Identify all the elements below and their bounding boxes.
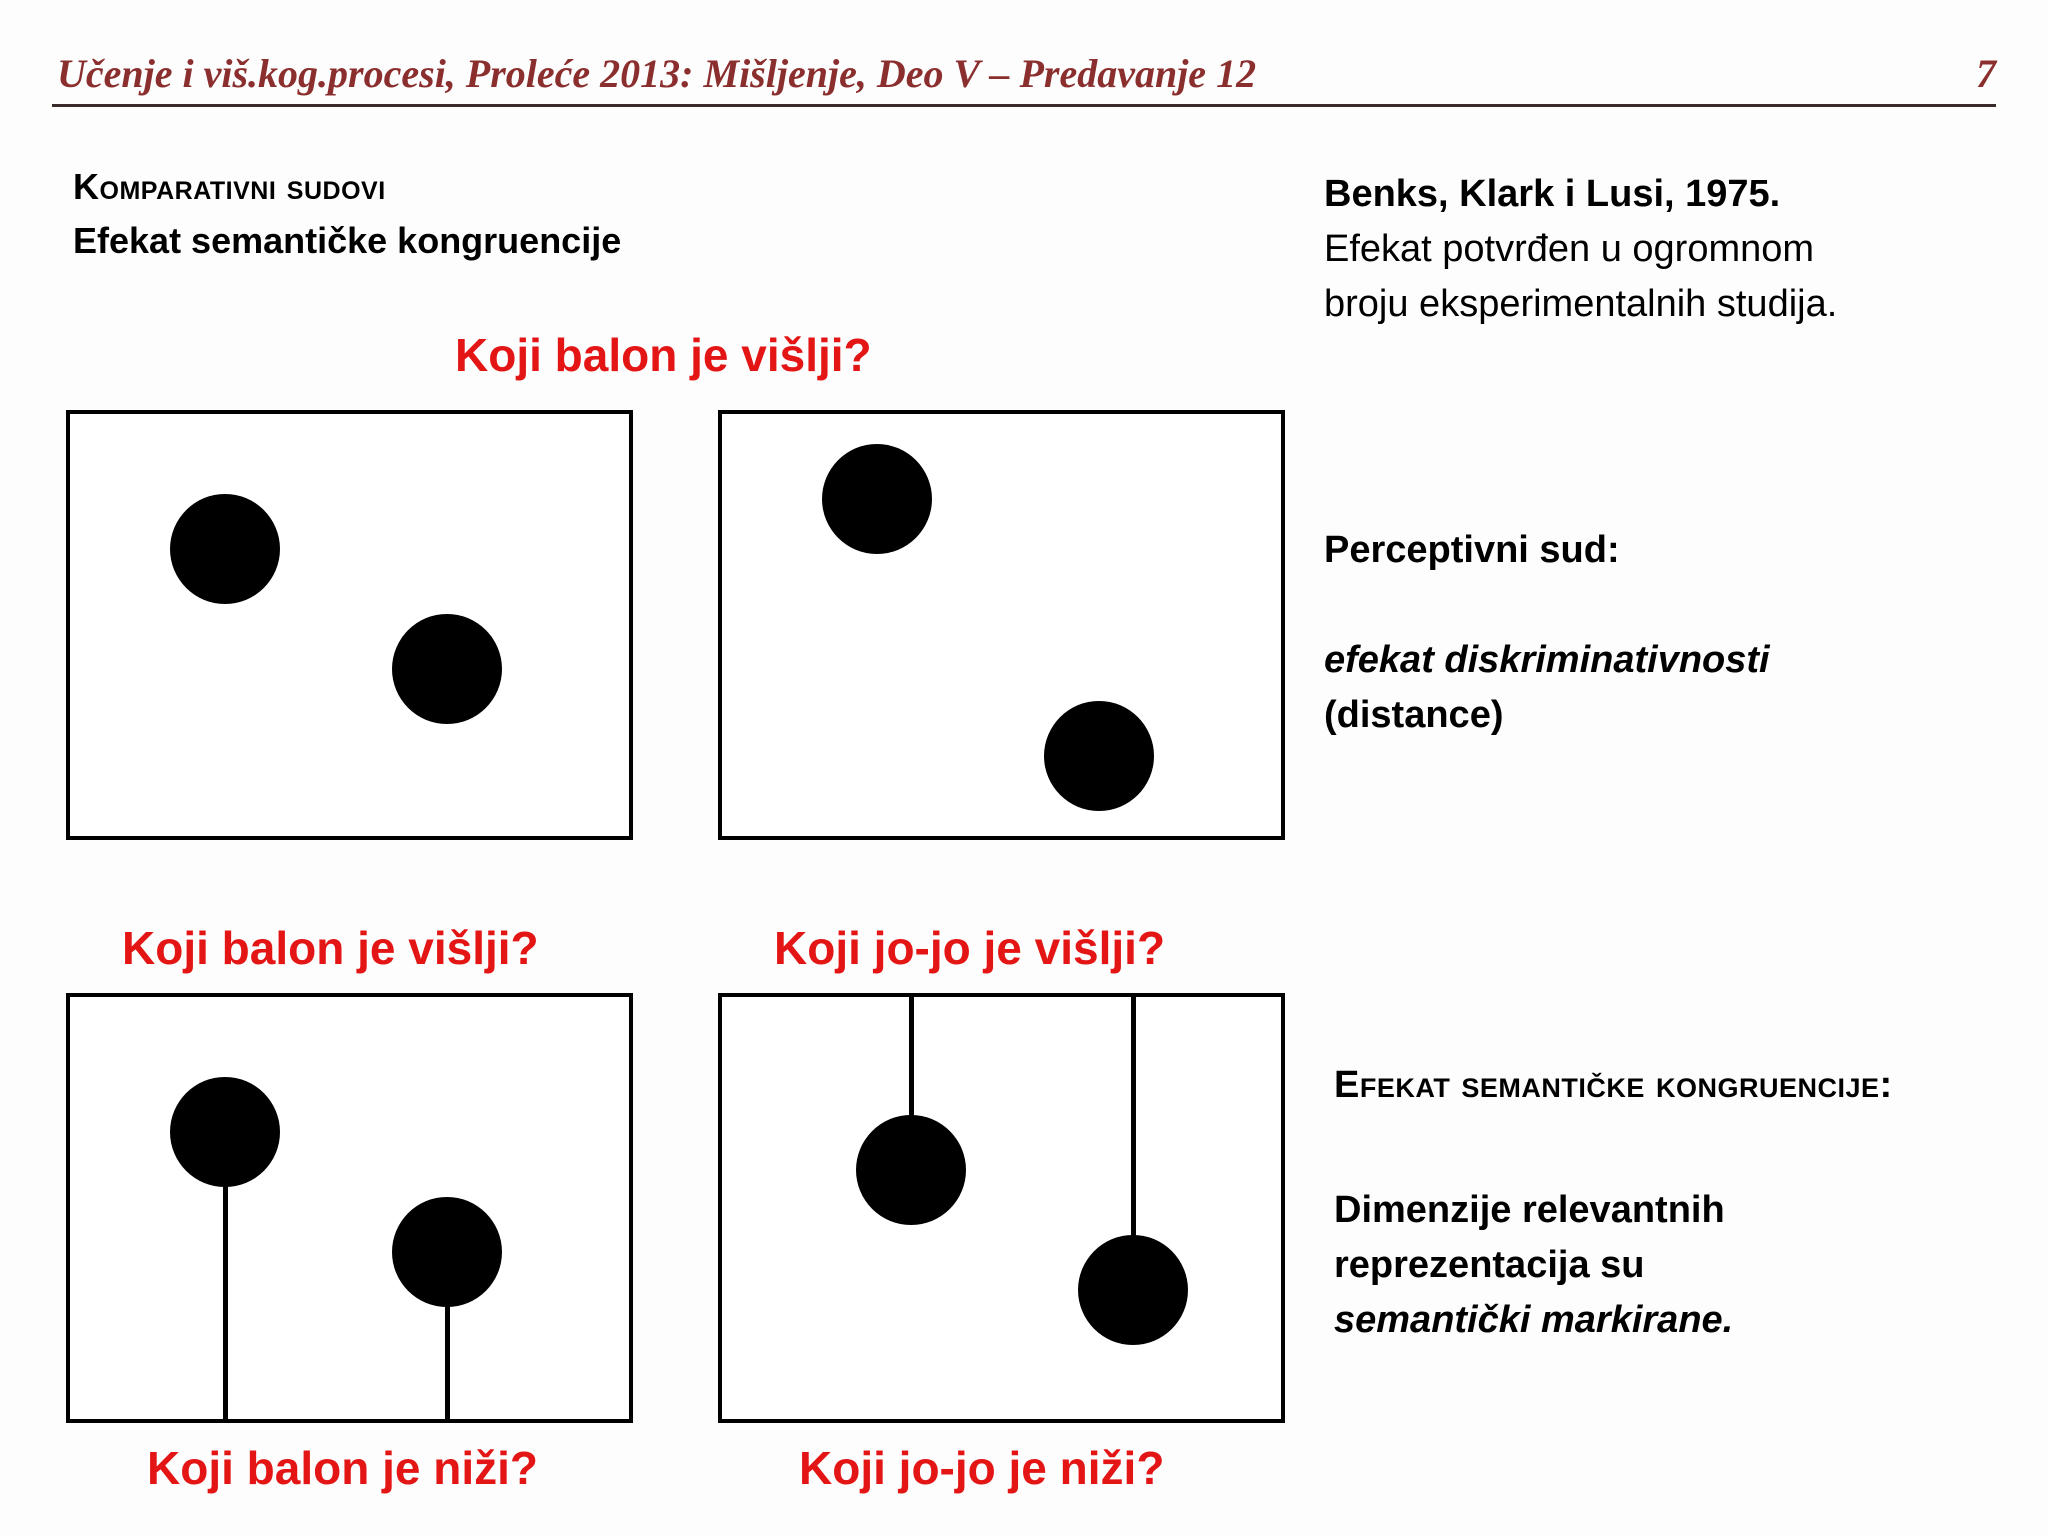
yoyo-ball xyxy=(1078,1235,1188,1345)
congruence-line-3: semantički markirane. xyxy=(1334,1299,1734,1341)
panel-bottom-left xyxy=(66,993,633,1423)
citation-line-2: broju eksperimentalnih studija. xyxy=(1324,283,1838,325)
congruence-line-1: Dimenzije relevantnih xyxy=(1334,1189,1725,1231)
question-yoyo-lower: Koji jo-jo je niži? xyxy=(799,1442,1165,1494)
page-number: 7 xyxy=(1976,51,1996,96)
question-balloon-higher: Koji balon je višlji? xyxy=(122,922,539,974)
section-heading: Komparativni sudovi xyxy=(73,166,386,207)
balloon-ball xyxy=(170,494,280,604)
perceptual-label: Perceptivni sud: xyxy=(1324,529,1620,571)
panel-top-left xyxy=(66,410,633,840)
section-subheading: Efekat semantičke kongruencije xyxy=(73,220,622,261)
question-yoyo-higher: Koji jo-jo je višlji? xyxy=(774,922,1166,974)
yoyo-ball xyxy=(856,1115,966,1225)
balloon-ball xyxy=(822,444,932,554)
panel-top-right xyxy=(718,410,1285,840)
congruence-heading: Efekat semantičke kongruencije: xyxy=(1334,1064,1893,1106)
citation-authors: Benks, Klark i Lusi, 1975. xyxy=(1324,173,1781,215)
congruence-block xyxy=(1334,1183,1733,1348)
balloon-ball xyxy=(392,1197,502,1307)
perceptual-effect: efekat diskriminativnosti xyxy=(1324,639,1770,681)
yoyo-string xyxy=(1131,997,1136,1267)
slide-header xyxy=(52,40,1996,107)
citation-line-1: Efekat potvrđen u ogromnom xyxy=(1324,228,1815,270)
balloon-ball xyxy=(392,614,502,724)
perceptual-block xyxy=(1324,523,1770,743)
balloon-ball xyxy=(1044,701,1154,811)
question-top: Koji balon je višlji? xyxy=(455,329,872,381)
citation-block xyxy=(1324,167,1837,332)
balloon-ball xyxy=(170,1077,280,1187)
question-balloon-lower: Koji balon je niži? xyxy=(147,1442,538,1494)
perceptual-note: (distance) xyxy=(1324,694,1504,736)
header-title: Učenje i viš.kog.procesi, Proleće 2013: Mišljenje, Deo V – Predavanje 12 xyxy=(57,51,1257,96)
panel-bottom-right xyxy=(718,993,1285,1423)
section-title xyxy=(73,160,621,268)
congruence-line-2: reprezentacija su xyxy=(1334,1244,1645,1286)
